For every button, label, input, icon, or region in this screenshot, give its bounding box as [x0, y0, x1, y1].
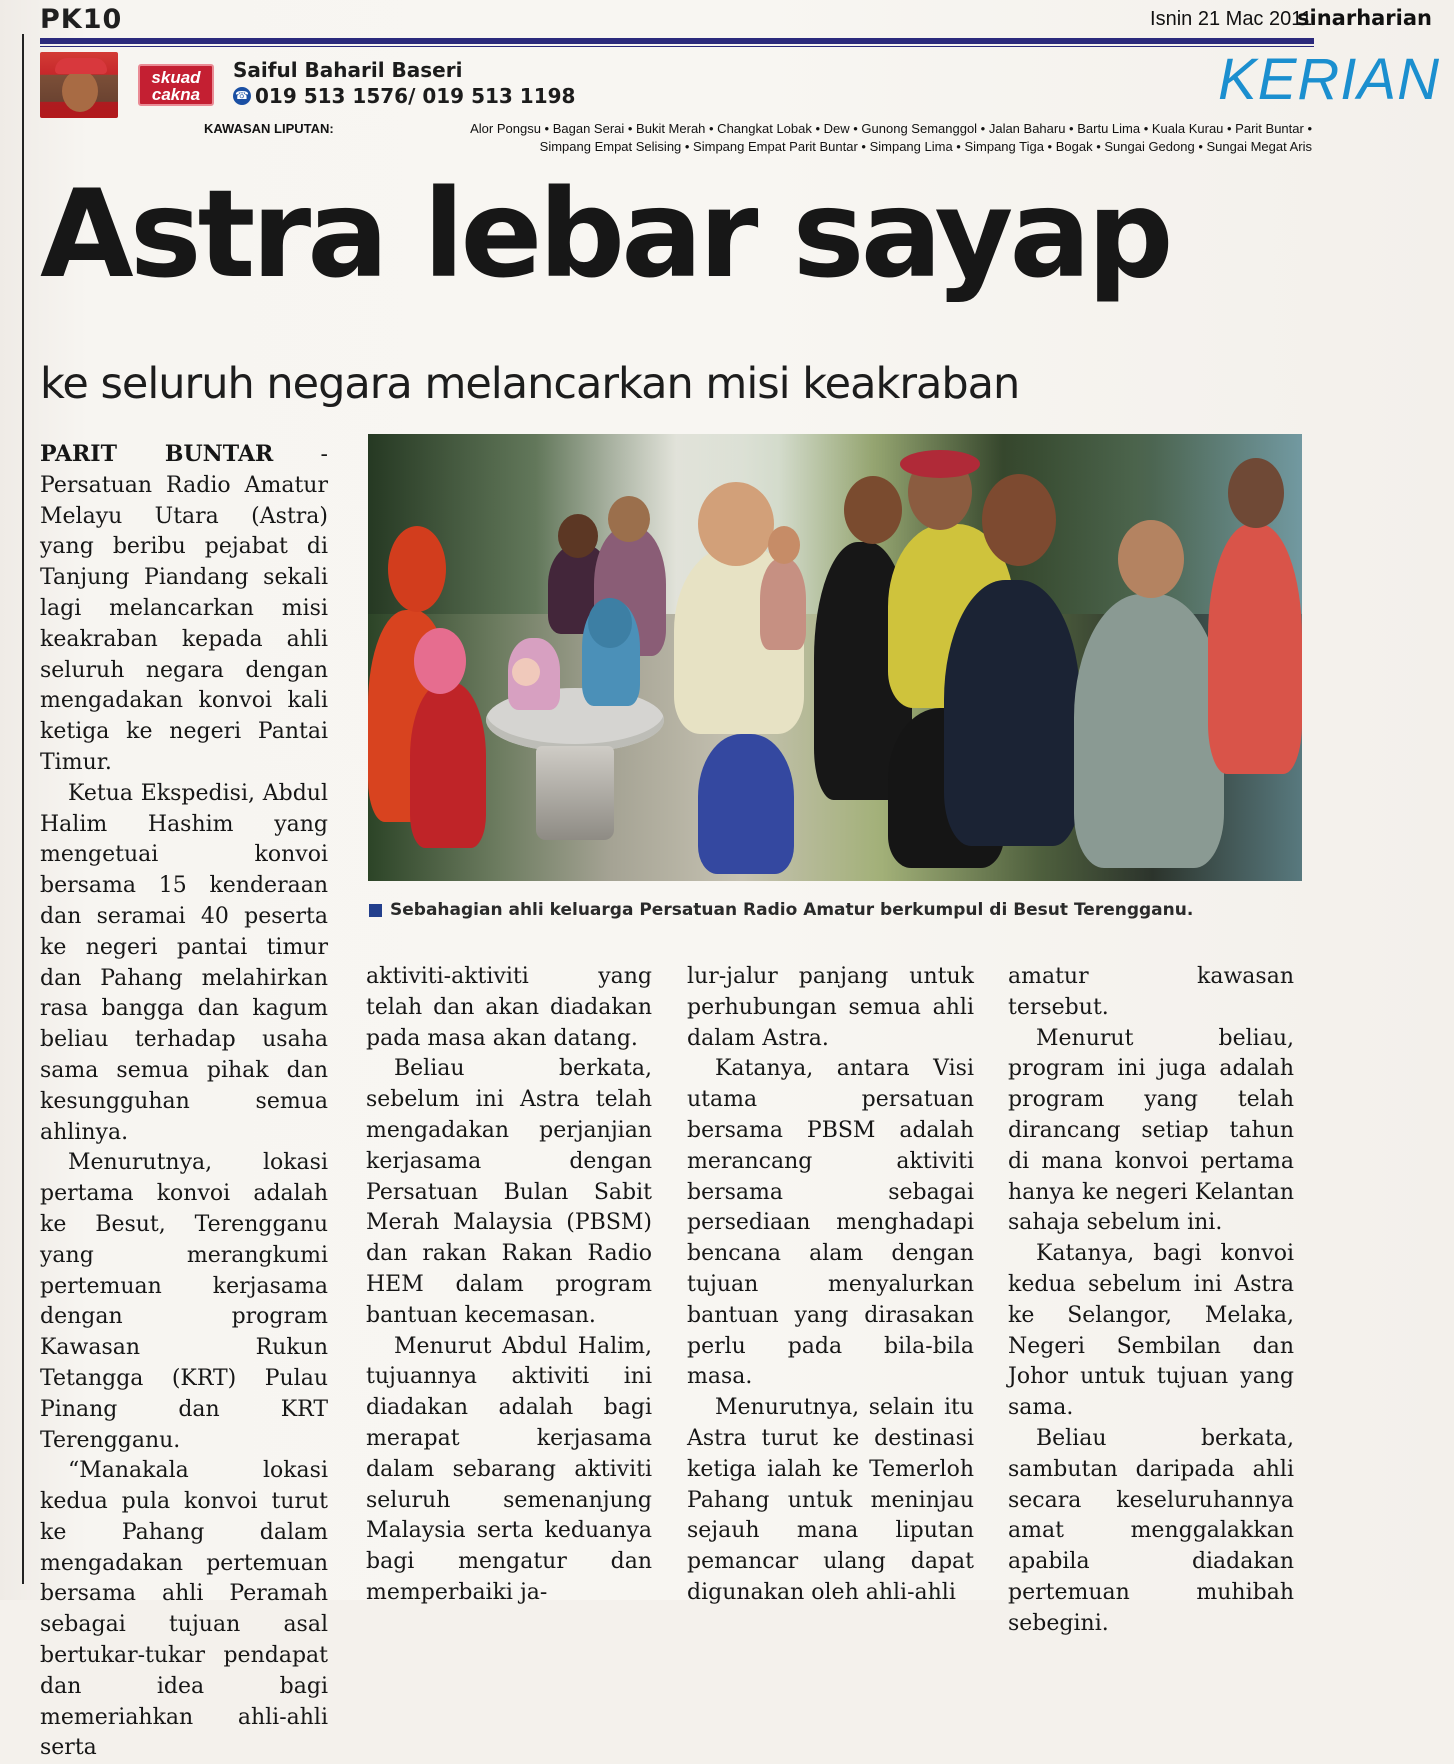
photo-person [410, 682, 486, 848]
reporter-phone-text: 019 513 1576/ 019 513 1198 [255, 84, 576, 108]
photo-person [698, 734, 794, 874]
article-paragraph: Ketua Ekspedisi, Abdul Halim Hashim yang mengetuai konvoi bersama 15 kenderaan dan seramai 40 peserta ke negeri pantai timur dan Pahang melahirkan rasa bangga dan kagum beliau terhadap usaha sama semua pihak dan kesungguhan semua ahlinya. [40, 780, 328, 1145]
photo-head [900, 450, 980, 478]
photo-head [388, 526, 446, 612]
article-column-1 [40, 439, 328, 1764]
photo-person [944, 580, 1080, 846]
reporter-phone [233, 84, 575, 108]
header-rule [40, 38, 1314, 44]
photo-head [768, 526, 800, 564]
article-column-2 [366, 962, 652, 1609]
article-paragraph: Katanya, antara Visi utama persatuan bersama PBSM adalah merancang aktiviti bersama sebagai persediaan menghadapi bencana alam dengan tujuan menyalurkan bantuan yang dirasakan perlu pada bila-bila masa. [687, 1056, 974, 1390]
phone-icon: ☎ [233, 87, 251, 105]
article-paragraph: aktiviti-aktiviti yang telah dan akan diadakan pada masa akan datang. [366, 964, 652, 1051]
article-headline: Astra lebar sayap [40, 164, 1170, 305]
photo-caption-text: Sebahagian ahli keluarga Persatuan Radio Amatur berkumpul di Besut Terengganu. [390, 900, 1194, 920]
photo-head [982, 474, 1056, 566]
article-paragraph: Menurut Abdul Halim, tujuannya aktiviti ini diadakan adalah bagi merapat kerjasama dalam sebarang aktiviti seluruh semenanjung Malaysia serta keduanya bagi mengatur dan memperbaiki ja- [366, 1333, 652, 1605]
article-paragraph: Menurut beliau, program ini juga adalah program yang telah dirancang setiap tahun di mana konvoi pertama hanya ke negeri Kelantan sahaja sebelum ini. [1008, 1025, 1294, 1236]
article-paragraph: “Manakala lokasi kedua pula konvoi turut ke Pahang dalam mengadakan pertemuan bersama ahli Peramah sebagai tujuan asal bertukar-tukar pendapat dan idea bagi memeriahkan ahli-ahli serta [40, 1458, 328, 1761]
article-paragraph: amatur kawasan tersebut. [1008, 964, 1294, 1020]
coverage-title: KAWASAN LIPUTAN: [204, 121, 334, 136]
photo-head [512, 658, 540, 686]
photo-person [760, 558, 806, 650]
dateline: PARIT BUNTAR [40, 441, 274, 467]
badge-line-1: skuad [151, 68, 201, 87]
publication-date: Isnin 21 Mac 2011 [1150, 8, 1312, 30]
article-subheadline: ke seluruh negara melancarkan misi keakraban [40, 359, 1020, 409]
article-paragraph: Beliau berkata, sebelum ini Astra telah mengadakan perjanjian kerjasama dengan Persatuan Bulan Sabit Merah Malaysia (PBSM) dan rakan Rakan Radio HEM dalam program bantuan kecemasan. [366, 1056, 652, 1328]
reporter-photo [40, 52, 118, 118]
article-paragraph: Menurutnya, lokasi pertama konvoi adalah ke Besut, Terengganu yang merangkumi pertemuan kerjasama dengan program Kawasan Rukun Tetangga (KRT) Pulau Pinang dan KRT Terengganu. [40, 1150, 328, 1453]
photo-person [1074, 594, 1224, 868]
photo-caption [369, 900, 1193, 920]
left-margin-rule [22, 34, 24, 1584]
photo-table-base [536, 746, 614, 840]
header-rule-thin [40, 46, 1314, 47]
article-paragraph: Katanya, bagi konvoi kedua sebelum ini Astra ke Selangor, Melaka, Negeri Sembilan dan Johor untuk tujuan yang sama. [1008, 1241, 1294, 1421]
article-paragraph: lur-jalur panjang untuk perhubungan semua ahli dalam Astra. [687, 964, 974, 1051]
coverage-line-2: Simpang Empat Selising • Simpang Empat Parit Buntar • Simpang Lima • Simpang Tiga • Bogak • Sungai Gedong • Sungai Megat Aris [539, 139, 1312, 154]
badge-line-2: cakna [151, 85, 201, 104]
photo-head [698, 482, 774, 566]
coverage-line-1: Alor Pongsu • Bagan Serai • Bukit Merah • Changkat Lobak • Dew • Gunong Semanggol • Jalan Baharu • Bartu Lima • Kuala Kurau • Parit Buntar • [470, 121, 1312, 136]
reporter-name: Saiful Baharil Baseri [233, 58, 463, 82]
section-title: KERIAN [1218, 47, 1440, 112]
photo-head [844, 476, 902, 544]
article-paragraph: Beliau berkata, sambutan daripada ahli secara keseluruhannya amat menggalakkan apabila diadakan pertemuan muhibah sebegini. [1008, 1425, 1294, 1636]
article-paragraph [40, 439, 328, 779]
article-column-4 [1008, 962, 1294, 1640]
photo-person [1208, 524, 1302, 774]
photo-head [608, 496, 650, 542]
photo-head [1118, 520, 1184, 598]
skuad-cakna-badge [138, 64, 214, 106]
page-code: PK10 [40, 4, 123, 35]
photo-head [414, 628, 466, 694]
paper-name: sinarharian [1297, 6, 1432, 30]
paragraph-text: - Persatuan Radio Amatur Melayu Utara (Astra) yang beribu pejabat di Tanjung Piandang sekali lagi melancarkan misi keakraban kepada ahli seluruh negara dengan mengadakan konvoi kali ketiga ke negeri Pantai Timur. [40, 442, 328, 775]
article-photo [368, 434, 1302, 881]
article-column-3 [687, 962, 974, 1609]
caption-marker [369, 904, 382, 917]
photo-head [1228, 458, 1284, 528]
photo-head [588, 598, 632, 648]
photo-head [558, 514, 598, 558]
article-paragraph: Menurutnya, selain itu Astra turut ke destinasi ketiga ialah ke Temerloh Pahang untuk meninjau sejauh mana liputan pemancar ulang dapat digunakan oleh ahli-ahli [687, 1395, 974, 1605]
